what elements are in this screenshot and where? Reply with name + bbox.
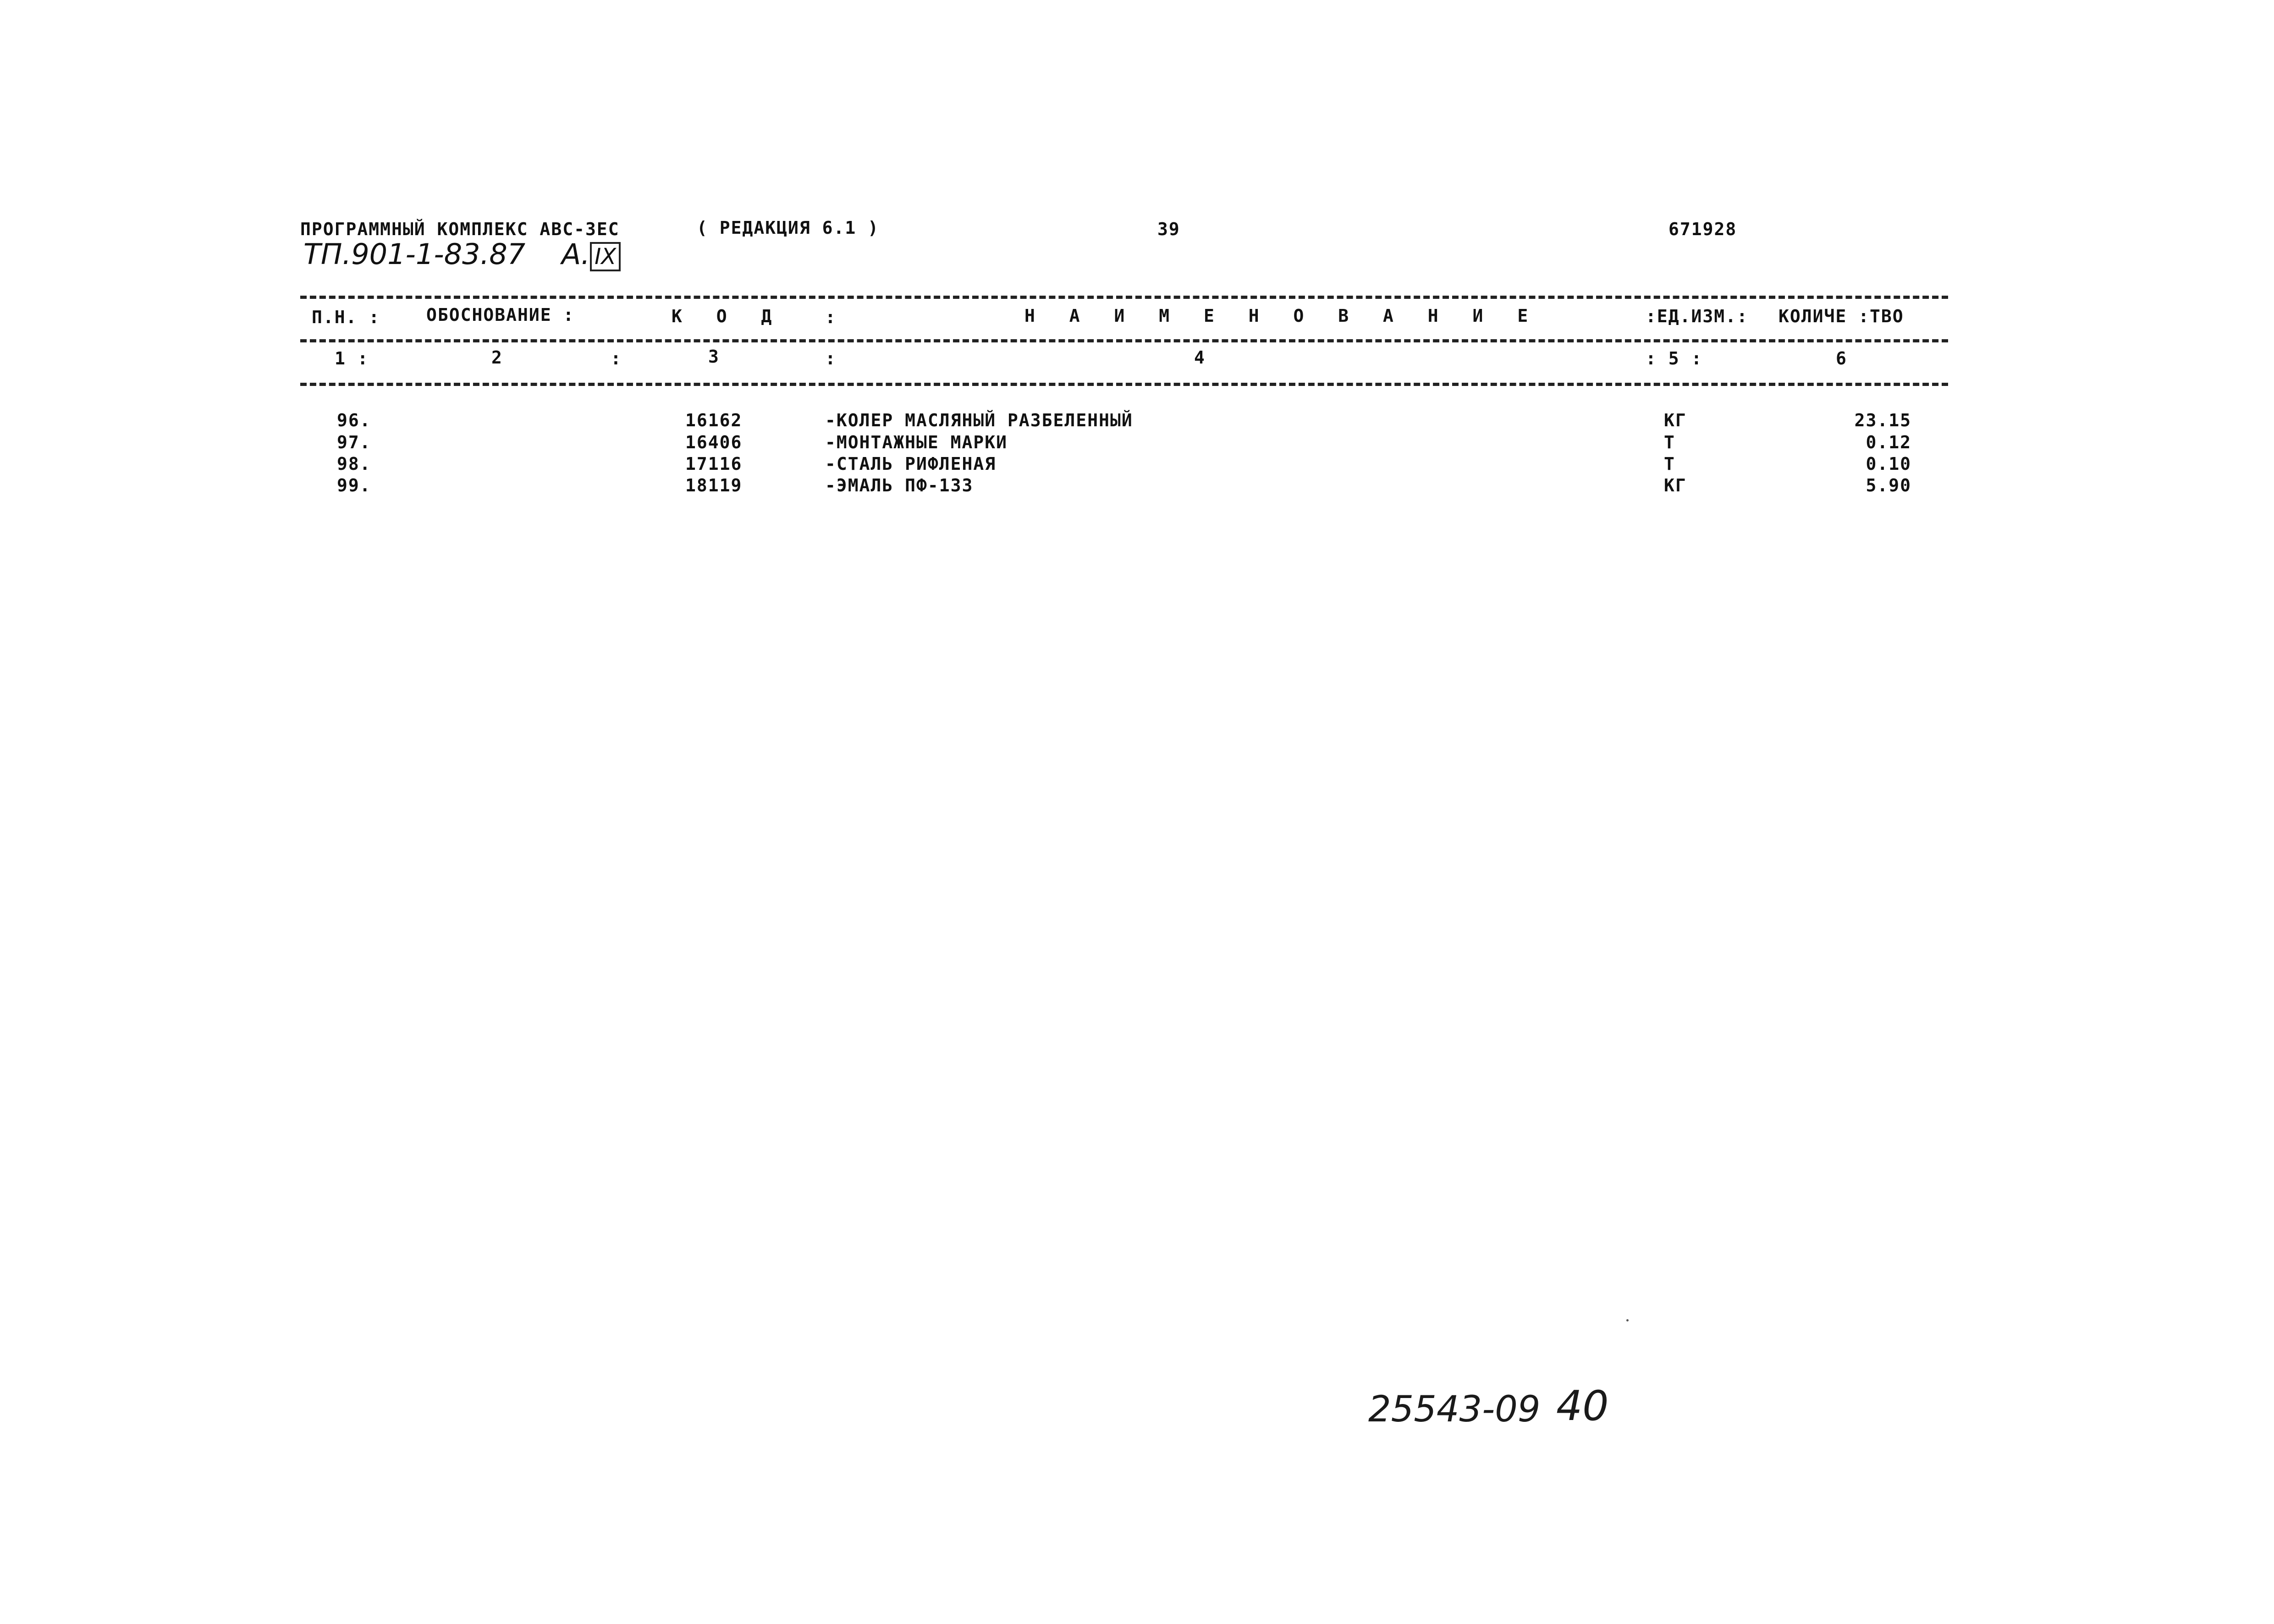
- colnum-2-separator: :: [611, 348, 622, 369]
- edition-label: ( РЕДАКЦИЯ 6.1 ): [697, 218, 880, 238]
- header-mid-rule: [300, 339, 1948, 342]
- row-code: 16162: [685, 410, 743, 430]
- album-reference: [562, 237, 621, 271]
- row-quantity: 0.12: [1866, 432, 1911, 452]
- row-name: -МОНТАЖНЫЕ МАРКИ: [825, 432, 1008, 452]
- row-code: 17116: [685, 454, 743, 474]
- album-prefix: А.: [562, 237, 590, 271]
- row-code: 16406: [685, 432, 743, 452]
- colnum-6: 6: [1836, 348, 1847, 369]
- row-number: 96.: [337, 410, 371, 430]
- row-number: 97.: [337, 432, 371, 452]
- row-unit: КГ: [1664, 475, 1687, 495]
- colnum-1: 1 :: [335, 348, 369, 369]
- colnum-5: : 5 :: [1646, 348, 1703, 369]
- header-bottom-rule: [300, 383, 1948, 386]
- handwritten-number: 25543-09: [1368, 1389, 1541, 1430]
- row-name: -КОЛЕР МАСЛЯНЫЙ РАЗБЕЛЕННЫЙ: [825, 410, 1133, 430]
- row-unit: Т: [1664, 432, 1675, 452]
- scan-speck: [1626, 1319, 1629, 1321]
- colnum-3: 3: [708, 347, 720, 367]
- row-name: -СТАЛЬ РИФЛЕНАЯ: [825, 454, 997, 474]
- program-name: ПРОГРАММНЫЙ КОМПЛЕКС АВС-3ЕС: [300, 219, 620, 239]
- header-basis: ОБОСНОВАНИЕ :: [426, 305, 575, 325]
- header-name-separator: :: [825, 307, 837, 327]
- row-unit: КГ: [1664, 410, 1687, 430]
- header-quantity: КОЛИЧЕ :ТВО: [1778, 306, 1904, 326]
- row-quantity: 0.10: [1866, 454, 1911, 474]
- header-unit: :ЕД.ИЗМ.:: [1646, 306, 1748, 326]
- header-code: К О Д: [672, 306, 784, 326]
- row-unit: Т: [1664, 454, 1675, 474]
- row-number: 99.: [337, 475, 371, 495]
- row-number: 98.: [337, 454, 371, 474]
- colnum-4: 4: [1194, 347, 1206, 368]
- row-quantity: 23.15: [1854, 410, 1911, 430]
- header-name: Н А И М Е Н О В А Н И Е: [1024, 306, 1540, 326]
- row-name: -ЭМАЛЬ ПФ-133: [825, 475, 974, 495]
- handwritten-page-number: 40: [1556, 1382, 1609, 1430]
- header-num: П.Н. :: [312, 307, 380, 327]
- album-numeral: IX: [590, 242, 621, 271]
- doc-reference: ТП.901-1-83.87: [303, 237, 526, 271]
- document-code: 671928: [1668, 219, 1737, 239]
- colnum-2: 2: [491, 347, 503, 368]
- table-top-rule: [300, 296, 1948, 299]
- colnum-3-separator: :: [825, 348, 837, 369]
- page-number: 39: [1157, 219, 1180, 239]
- row-code: 18119: [685, 475, 743, 495]
- row-quantity: 5.90: [1866, 475, 1911, 495]
